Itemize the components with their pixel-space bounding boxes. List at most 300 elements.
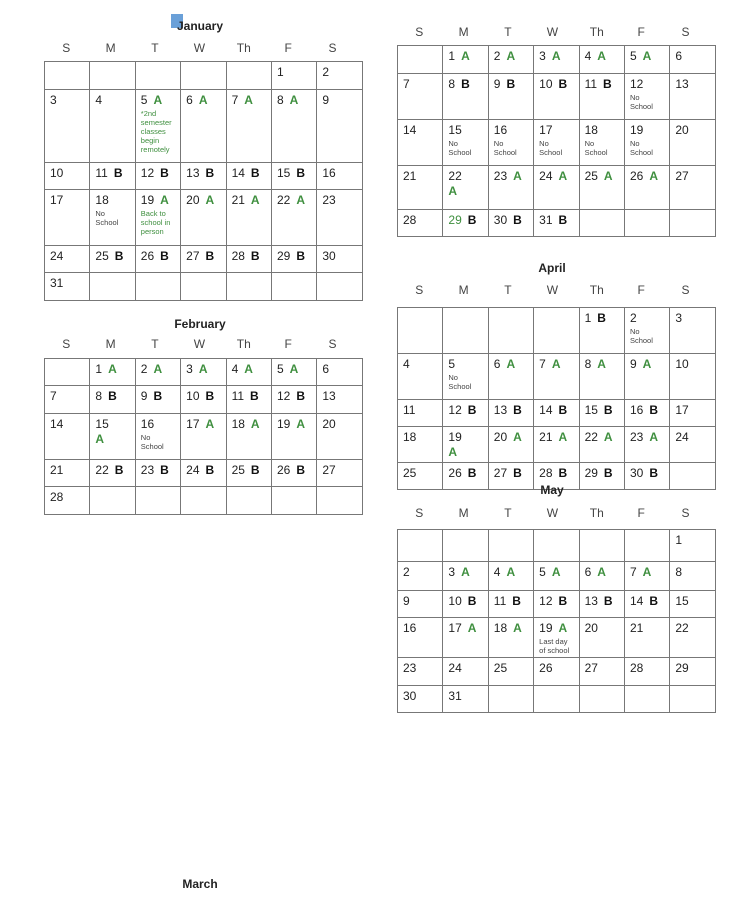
day-cell — [398, 463, 443, 490]
rotation-day-a: A — [513, 430, 522, 444]
day-cell — [534, 427, 579, 463]
day-cell — [579, 562, 624, 591]
rotation-day-b: B — [603, 403, 613, 417]
day-cell — [443, 46, 488, 74]
rotation-day-a: A — [506, 565, 516, 579]
day-cell — [670, 618, 715, 658]
week-row — [45, 62, 363, 90]
rotation-day-a: A — [244, 93, 253, 107]
rotation-day-a: A — [244, 362, 253, 376]
week-row — [45, 190, 363, 246]
weekday-label: S — [62, 337, 71, 351]
rotation-day-a: A — [198, 362, 208, 376]
day-cell — [579, 120, 624, 166]
rotation-day-a: A — [506, 357, 516, 371]
day-number: 17 — [50, 193, 64, 207]
dow-row-april — [397, 283, 708, 297]
rotation-day-b: B — [467, 213, 477, 227]
day-number: 22 — [276, 193, 291, 207]
day-cell — [271, 62, 316, 90]
day-number: 1 — [95, 362, 103, 376]
day-number: 2 — [322, 65, 330, 79]
day-number: 16 — [140, 417, 155, 431]
day-cell — [443, 427, 488, 463]
day-cell — [226, 386, 271, 414]
day-number: 2 — [629, 311, 637, 325]
empty-day-cell — [271, 487, 316, 515]
day-number: 7 — [629, 565, 637, 579]
day-cell — [443, 562, 488, 591]
day-number: 12 — [276, 389, 291, 403]
empty-day-cell — [45, 359, 90, 386]
rotation-day-a: A — [289, 362, 299, 376]
day-number: 4 — [403, 357, 410, 371]
day-number: 13 — [493, 403, 508, 417]
rotation-day-b: B — [114, 249, 124, 263]
day-number: 20 — [186, 193, 200, 207]
day-cell — [317, 246, 362, 273]
day-number: 28 — [50, 490, 64, 504]
rotation-day-b: B — [250, 166, 260, 180]
day-number: 13 — [584, 594, 598, 608]
day-number: 16 — [403, 621, 417, 635]
weekday-label: M — [105, 337, 116, 351]
day-number: 14 — [50, 417, 64, 431]
day-cell — [181, 246, 226, 273]
rotation-day-a: A — [558, 430, 568, 444]
day-cell — [45, 386, 90, 414]
empty-day-cell — [670, 686, 715, 713]
rotation-day-a: A — [506, 49, 516, 63]
empty-day-cell — [135, 273, 180, 301]
day-cell — [624, 74, 669, 120]
day-cell — [45, 273, 90, 301]
day-number: 24 — [50, 249, 64, 263]
day-number: 27 — [675, 169, 689, 183]
week-row — [398, 562, 716, 591]
day-number: 22 — [675, 621, 689, 635]
day-number: 10 — [675, 357, 689, 371]
day-cell — [398, 120, 443, 166]
rotation-day-b: B — [113, 166, 123, 180]
week-row — [398, 427, 716, 463]
day-cell — [90, 90, 135, 163]
rotation-day-b: B — [558, 213, 568, 227]
day-cell — [624, 591, 669, 618]
day-cell — [181, 414, 226, 460]
day-number: 23 — [629, 430, 644, 444]
day-number: 24 — [675, 430, 689, 444]
day-cell — [488, 46, 533, 74]
rotation-day-b: B — [114, 463, 124, 477]
day-number: 25 — [231, 463, 245, 477]
rotation-day-a: A — [448, 184, 458, 198]
day-number: 29 — [675, 661, 689, 675]
weekday-label: S — [681, 25, 690, 39]
day-cell — [271, 246, 316, 273]
rotation-day-b: B — [205, 249, 215, 263]
day-cell — [670, 658, 715, 686]
rotation-day-a: A — [160, 193, 169, 207]
day-note: Back to school in person — [140, 209, 171, 236]
day-cell — [398, 210, 443, 237]
day-number: 11 — [584, 77, 598, 91]
day-cell — [226, 90, 271, 163]
day-cell — [670, 591, 715, 618]
rotation-day-a: A — [467, 621, 477, 635]
day-cell — [135, 359, 180, 386]
day-number: 22 — [95, 463, 109, 477]
day-number: 14 — [403, 123, 417, 137]
empty-day-cell — [624, 530, 669, 562]
day-number: 5 — [629, 49, 637, 63]
day-cell — [670, 46, 715, 74]
day-cell — [317, 359, 362, 386]
day-number: 15 — [448, 123, 462, 137]
day-cell — [45, 487, 90, 515]
weekday-label: T — [504, 506, 512, 520]
day-number: 19 — [276, 417, 291, 431]
day-number: 15 — [675, 594, 689, 608]
week-row — [45, 414, 363, 460]
day-number: 15 — [584, 403, 598, 417]
empty-day-cell — [624, 210, 669, 237]
rotation-day-a: A — [597, 49, 606, 63]
weekday-label: W — [546, 506, 559, 520]
rotation-day-a: A — [642, 357, 652, 371]
day-cell — [45, 460, 90, 487]
day-number: 28 — [629, 661, 644, 675]
day-cell — [579, 658, 624, 686]
rotation-day-a: A — [597, 565, 606, 579]
day-cell — [443, 210, 488, 237]
day-number: 18 — [584, 123, 598, 137]
day-number: 23 — [322, 193, 336, 207]
day-number: 3 — [186, 362, 193, 376]
day-cell — [624, 618, 669, 658]
day-number: 16 — [493, 123, 508, 137]
day-number: 3 — [539, 49, 546, 63]
empty-day-cell — [443, 530, 488, 562]
day-number: 20 — [322, 417, 336, 431]
day-cell — [90, 190, 135, 246]
day-cell — [443, 463, 488, 490]
week-row — [398, 210, 716, 237]
day-cell — [317, 460, 362, 487]
day-cell — [317, 163, 362, 190]
day-cell — [670, 562, 715, 591]
day-cell — [135, 90, 180, 163]
rotation-day-a: A — [296, 417, 305, 431]
day-cell — [443, 74, 488, 120]
rotation-day-a: A — [153, 362, 163, 376]
day-number: 19 — [629, 123, 644, 137]
rotation-day-a: A — [603, 430, 613, 444]
day-cell — [271, 190, 316, 246]
week-row — [45, 460, 363, 487]
rotation-day-b: B — [649, 594, 658, 608]
day-number: 4 — [493, 565, 501, 579]
day-cell — [488, 562, 533, 591]
rotation-day-b: B — [506, 77, 516, 91]
weekday-label: S — [328, 337, 337, 351]
weekday-label: M — [458, 25, 469, 39]
rotation-day-a: A — [649, 430, 658, 444]
day-number: 6 — [584, 565, 592, 579]
rotation-day-a: A — [250, 193, 260, 207]
day-number: 4 — [95, 93, 103, 107]
rotation-day-b: B — [160, 166, 169, 180]
day-number: 29 — [584, 466, 598, 480]
dow-row-january — [44, 41, 355, 55]
empty-day-cell — [90, 487, 135, 515]
day-cell — [670, 120, 715, 166]
rotation-day-a: A — [597, 357, 606, 371]
day-note: No School — [493, 139, 517, 157]
day-number: 7 — [539, 357, 546, 371]
day-number: 15 — [276, 166, 291, 180]
day-number: 6 — [186, 93, 193, 107]
rotation-day-b: B — [205, 463, 215, 477]
day-number: 18 — [231, 417, 245, 431]
day-number: 15 — [95, 417, 109, 431]
weekday-label: M — [105, 41, 116, 55]
day-cell — [488, 166, 533, 210]
week-row — [398, 120, 716, 166]
day-number: 28 — [403, 213, 417, 227]
day-number: 31 — [50, 276, 64, 290]
day-number: 11 — [231, 389, 245, 403]
day-number: 6 — [675, 49, 683, 63]
day-cell — [181, 460, 226, 487]
weekday-label: M — [458, 506, 469, 520]
day-cell — [579, 427, 624, 463]
day-cell — [624, 427, 669, 463]
day-cell — [271, 163, 316, 190]
day-number: 25 — [584, 169, 598, 183]
day-cell — [534, 400, 579, 427]
dow-row-march — [397, 25, 708, 39]
week-row — [45, 359, 363, 386]
day-number: 26 — [448, 466, 462, 480]
week-row — [45, 487, 363, 515]
day-cell — [534, 74, 579, 120]
rotation-day-a: A — [551, 565, 561, 579]
rotation-day-a: A — [558, 169, 568, 183]
day-number: 23 — [493, 169, 508, 183]
day-cell — [670, 308, 715, 354]
day-cell — [271, 414, 316, 460]
day-number: 12 — [448, 403, 462, 417]
day-cell — [45, 414, 90, 460]
day-cell — [317, 90, 362, 163]
day-cell — [90, 246, 135, 273]
day-cell — [534, 562, 579, 591]
weekday-label: S — [415, 283, 424, 297]
day-number: 14 — [629, 594, 644, 608]
day-cell — [317, 62, 362, 90]
day-cell — [135, 460, 180, 487]
day-cell — [181, 163, 226, 190]
day-cell — [534, 210, 579, 237]
day-cell — [181, 359, 226, 386]
day-number: 28 — [231, 249, 245, 263]
week-row — [45, 386, 363, 414]
day-cell — [579, 46, 624, 74]
day-cell — [443, 591, 488, 618]
day-number: 14 — [231, 166, 245, 180]
rotation-day-b: B — [558, 403, 568, 417]
rotation-day-a: A — [603, 169, 613, 183]
day-number: 17 — [675, 403, 689, 417]
day-note: No School — [95, 209, 119, 227]
day-number: 9 — [629, 357, 637, 371]
day-cell — [398, 686, 443, 713]
empty-day-cell — [398, 46, 443, 74]
day-cell — [488, 658, 533, 686]
day-number: 7 — [50, 389, 57, 403]
day-number: 8 — [448, 77, 456, 91]
day-cell — [90, 460, 135, 487]
weekday-label: T — [151, 41, 159, 55]
day-cell — [443, 658, 488, 686]
rotation-day-a: A — [153, 93, 163, 107]
rotation-day-a: A — [558, 621, 568, 635]
day-number: 21 — [50, 463, 64, 477]
day-cell — [579, 400, 624, 427]
day-number: 28 — [539, 466, 553, 480]
week-row — [398, 354, 716, 400]
day-number: 18 — [403, 430, 417, 444]
empty-day-cell — [624, 686, 669, 713]
day-cell — [488, 427, 533, 463]
day-number: 10 — [539, 77, 553, 91]
day-cell — [670, 354, 715, 400]
day-number: 5 — [448, 357, 456, 371]
calendar-january — [44, 61, 363, 301]
rotation-day-a: A — [551, 49, 561, 63]
weekday-label: W — [193, 337, 206, 351]
day-cell — [624, 400, 669, 427]
day-cell — [271, 359, 316, 386]
rotation-day-a: A — [551, 357, 561, 371]
rotation-day-a: A — [461, 565, 470, 579]
month-title-march: March — [182, 877, 218, 891]
day-number: 27 — [322, 463, 336, 477]
weekday-label: F — [284, 337, 292, 351]
day-number: 25 — [95, 249, 109, 263]
day-cell — [488, 354, 533, 400]
day-number: 4 — [584, 49, 592, 63]
rotation-day-b: B — [603, 77, 612, 91]
week-row — [398, 530, 716, 562]
empty-day-cell — [226, 273, 271, 301]
day-cell — [534, 166, 579, 210]
day-number: 11 — [403, 403, 416, 417]
rotation-day-a: A — [289, 93, 299, 107]
day-number: 18 — [95, 193, 109, 207]
day-number: 19 — [448, 430, 462, 444]
day-note: *2nd semester classes begin remotely — [140, 109, 172, 154]
day-cell — [317, 414, 362, 460]
day-cell — [90, 414, 135, 460]
week-row — [398, 618, 716, 658]
week-row — [398, 591, 716, 618]
empty-day-cell — [579, 686, 624, 713]
day-cell — [488, 400, 533, 427]
day-number: 7 — [231, 93, 239, 107]
day-cell — [579, 308, 624, 354]
weekday-label: S — [415, 25, 424, 39]
day-number: 12 — [140, 166, 155, 180]
empty-day-cell — [579, 210, 624, 237]
weekday-label: Th — [589, 506, 604, 520]
weekday-label: F — [637, 283, 645, 297]
day-number: 1 — [448, 49, 456, 63]
day-cell — [181, 190, 226, 246]
day-cell — [579, 74, 624, 120]
day-number: 14 — [539, 403, 553, 417]
weekday-label: F — [637, 25, 645, 39]
rotation-day-a: A — [513, 169, 522, 183]
day-cell — [624, 46, 669, 74]
weekday-label: Th — [589, 25, 604, 39]
day-cell — [181, 90, 226, 163]
day-cell — [534, 46, 579, 74]
day-cell — [398, 658, 443, 686]
empty-day-cell — [317, 273, 362, 301]
day-number: 2 — [493, 49, 501, 63]
day-number: 8 — [584, 357, 592, 371]
day-number: 27 — [493, 466, 508, 480]
day-cell — [398, 166, 443, 210]
rotation-day-b: B — [296, 389, 305, 403]
day-number: 30 — [493, 213, 508, 227]
week-row — [398, 46, 716, 74]
empty-day-cell — [534, 686, 579, 713]
day-cell — [398, 618, 443, 658]
day-cell — [670, 427, 715, 463]
rotation-day-a: A — [642, 565, 652, 579]
day-cell — [624, 166, 669, 210]
day-cell — [624, 562, 669, 591]
rotation-day-b: B — [467, 594, 477, 608]
day-cell — [271, 386, 316, 414]
day-number: 4 — [231, 362, 239, 376]
empty-day-cell — [488, 308, 533, 354]
month-title-april: April — [538, 261, 566, 275]
day-cell — [534, 354, 579, 400]
day-number: 1 — [675, 533, 683, 547]
day-number: 8 — [95, 389, 103, 403]
day-cell — [670, 166, 715, 210]
day-cell — [135, 190, 180, 246]
week-row — [398, 400, 716, 427]
day-number: 31 — [448, 689, 462, 703]
empty-day-cell — [135, 487, 180, 515]
day-number: 26 — [140, 249, 155, 263]
day-number: 19 — [539, 621, 553, 635]
rotation-day-b: B — [296, 166, 305, 180]
rotation-day-b: B — [513, 213, 522, 227]
rotation-day-b: B — [649, 403, 658, 417]
week-row — [398, 686, 716, 713]
rotation-day-a: A — [513, 621, 522, 635]
empty-day-cell — [45, 62, 90, 90]
week-row — [45, 273, 363, 301]
day-note: No School — [539, 139, 563, 157]
day-cell — [45, 190, 90, 246]
